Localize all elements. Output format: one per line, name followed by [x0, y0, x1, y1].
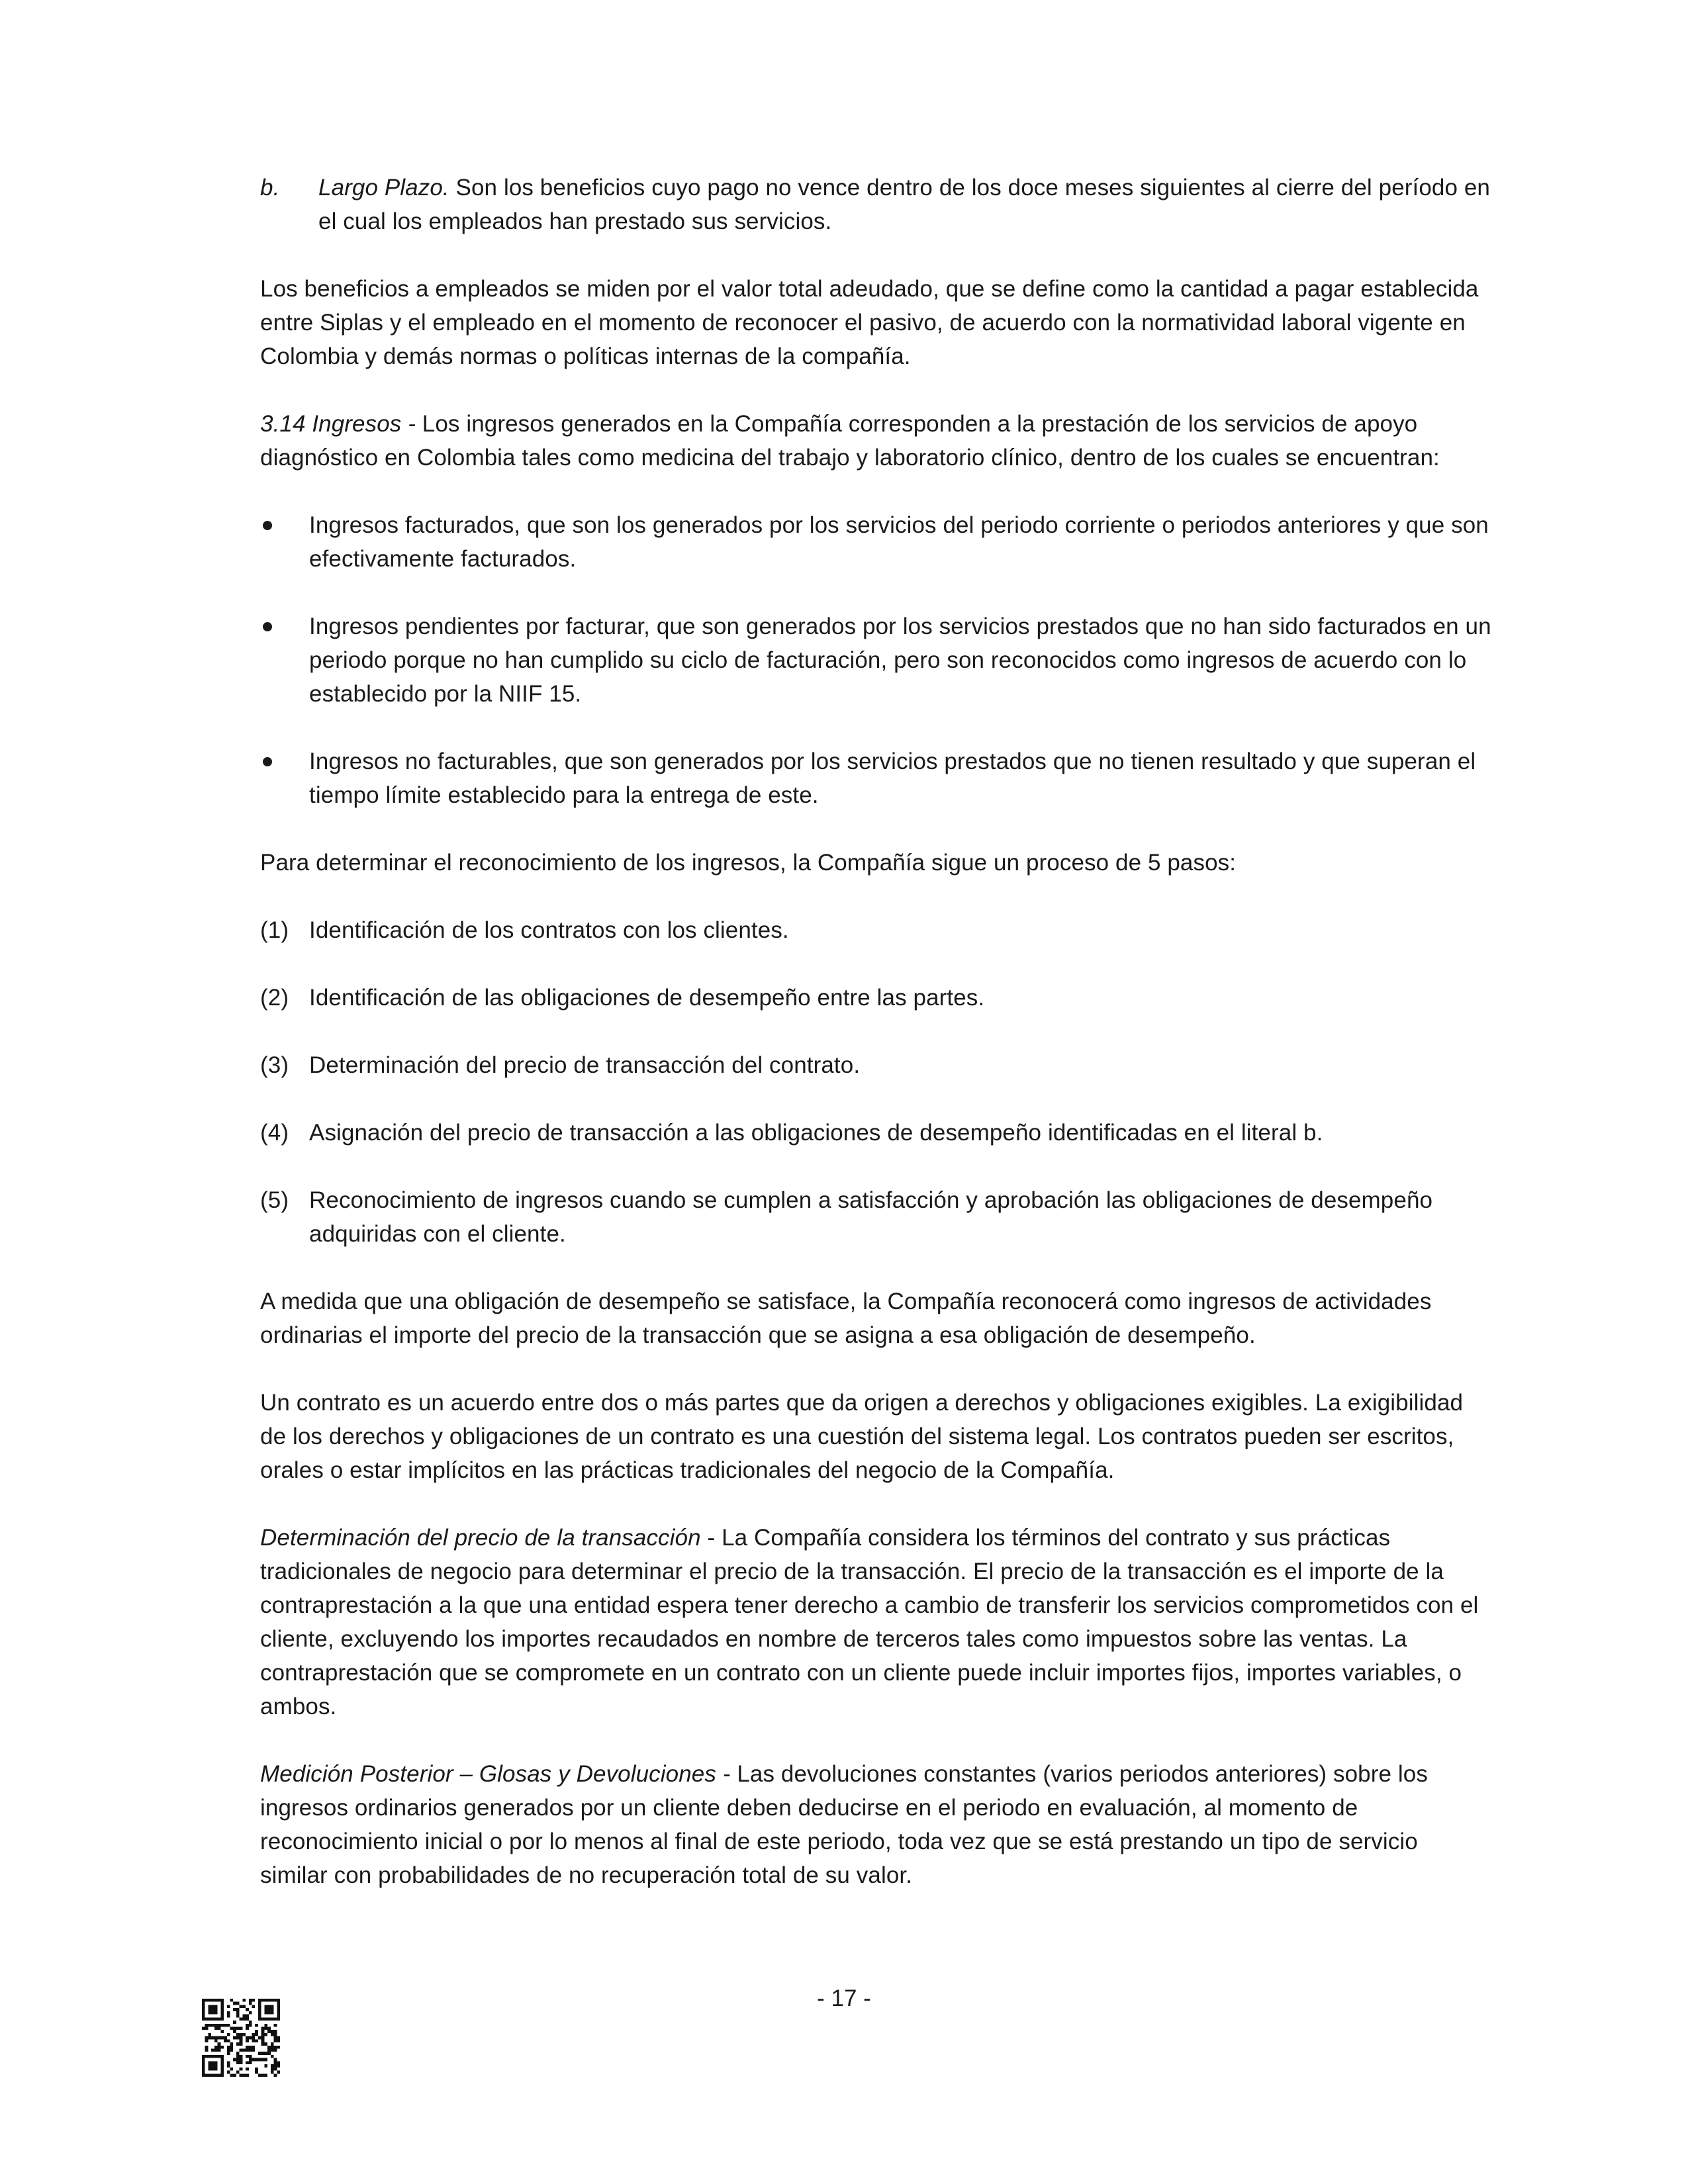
step-text: Identificación de los contratos con los clientes. [309, 917, 789, 943]
step-number: (1) [260, 917, 289, 943]
paragraph-contrato: Un contrato es un acuerdo entre dos o más partes que da origen a derechos y obligaciones exigibles. La exigibilidad de los derechos y obligaciones de un contrato es una cuestión del sistema legal. Los contratos pueden ser escritos, orales o estar implícitos en las prácticas tradicionales del negocio de la Compañía. [260, 1390, 1464, 1483]
step-item [260, 1048, 1491, 1082]
paragraph-beneficios: Los beneficios a empleados se miden por el valor total adeudado, que se define como la cantidad a pagar establecida entre Siplas y el empleado en el momento de reconocer el pasivo, de acuerdo con la normatividad laboral vigente en Colombia y demás normas o políticas internas de la compañía. [260, 276, 1479, 369]
bullet-text: Ingresos no facturables, que son generados por los servicios prestados que no tienen resultado y que superan el tiempo límite establecido para la entrega de este. [309, 749, 1476, 808]
step-text: Asignación del precio de transacción a las obligaciones de desempeño identificadas en el literal b. [309, 1120, 1323, 1146]
ingresos-text: Los ingresos generados en la Compañía corresponden a la prestación de los servicios de apoyo diagnóstico en Colombia tales como medicina del trabajo y laboratorio clínico, dentro de los cuales se encuentran: [260, 411, 1440, 471]
bullet-icon [263, 622, 272, 631]
bullet-icon [263, 757, 272, 766]
paragraph-pasos: Para determinar el reconocimiento de los ingresos, la Compañía sigue un proceso de 5 pasos: [260, 850, 1237, 876]
step-item [260, 913, 1491, 947]
step-text: Reconocimiento de ingresos cuando se cumplen a satisfacción y aprobación las obligaciones de desempeño adquiridas con el cliente. [309, 1187, 1433, 1247]
step-number: (5) [260, 1187, 289, 1213]
qr-code-icon [202, 1999, 280, 2077]
paragraph-medida: A medida que una obligación de desempeño se satisface, la Compañía reconocerá como ingresos de actividades ordinarias el importe del precio de la transacción que se asigna a esa obligación de desempeño. [260, 1289, 1432, 1348]
section-heading-ingresos: 3.14 Ingresos - [260, 411, 416, 437]
paragraph-medicion [260, 1757, 1491, 1892]
paragraph-determinacion [260, 1521, 1491, 1723]
step-number: (4) [260, 1120, 289, 1146]
step-number: (3) [260, 1052, 289, 1078]
heading-medicion: Medición Posterior – Glosas y Devoluciones - [260, 1761, 731, 1787]
step-number: (2) [260, 985, 289, 1011]
step-text: Identificación de las obligaciones de desempeño entre las partes. [309, 985, 985, 1011]
determinacion-text: - La Compañía considera los términos del contrato y sus prácticas tradicionales de negocio para determinar el precio de la transacción. El precio de la transacción es el importe de la contraprestación a la que una entidad espera tener derecho a cambio de transferir los servicios comprometidos con el cliente, excluyendo los importes recaudados en nombre de terceros tales como impuestos sobre las ventas. La contraprestación que se compromete en un contrato con un cliente puede incluir importes fijos, importes variables, o ambos. [260, 1525, 1479, 1719]
medicion-text: Las devoluciones constantes (varios periodos anteriores) sobre los ingresos ordinarios generados por un cliente deben deducirse en el periodo en evaluación, al momento de reconocimiento inicial o por lo menos al final de este periodo, toda vez que se está prestando un tipo de servicio similar con probabilidades de no recuperación total de su valor. [260, 1761, 1428, 1888]
step-item [260, 1183, 1491, 1251]
heading-determinacion: Determinación del precio de la transacción [260, 1525, 701, 1551]
bullet-item [260, 610, 1491, 711]
list-item-largo-plazo [260, 171, 1491, 238]
list-marker: b. [260, 175, 280, 201]
bullet-item [260, 508, 1491, 576]
bullet-icon [263, 521, 272, 530]
bullet-text: Ingresos pendientes por facturar, que son generados por los servicios prestados que no han sido facturados en un periodo porque no han cumplido su ciclo de facturación, pero son reconocidos como ingresos de acuerdo con lo establecido por la NIIF 15. [309, 614, 1491, 707]
term-largo-plazo: Largo Plazo. [318, 175, 449, 201]
bullet-item [260, 745, 1491, 812]
step-item [260, 981, 1491, 1015]
step-item [260, 1116, 1491, 1150]
item-text: Son los beneficios cuyo pago no vence dentro de los doce meses siguientes al cierre del período en el cual los empleados han prestado sus servicios. [318, 175, 1490, 234]
bullet-text: Ingresos facturados, que son los generados por los servicios del periodo corriente o periodos anteriores y que son efectivamente facturados. [309, 512, 1489, 572]
step-text: Determinación del precio de transacción del contrato. [309, 1052, 861, 1078]
page-body [260, 171, 1491, 1892]
page-number: - 17 - [817, 1985, 871, 2011]
paragraph-ingresos [260, 407, 1491, 475]
